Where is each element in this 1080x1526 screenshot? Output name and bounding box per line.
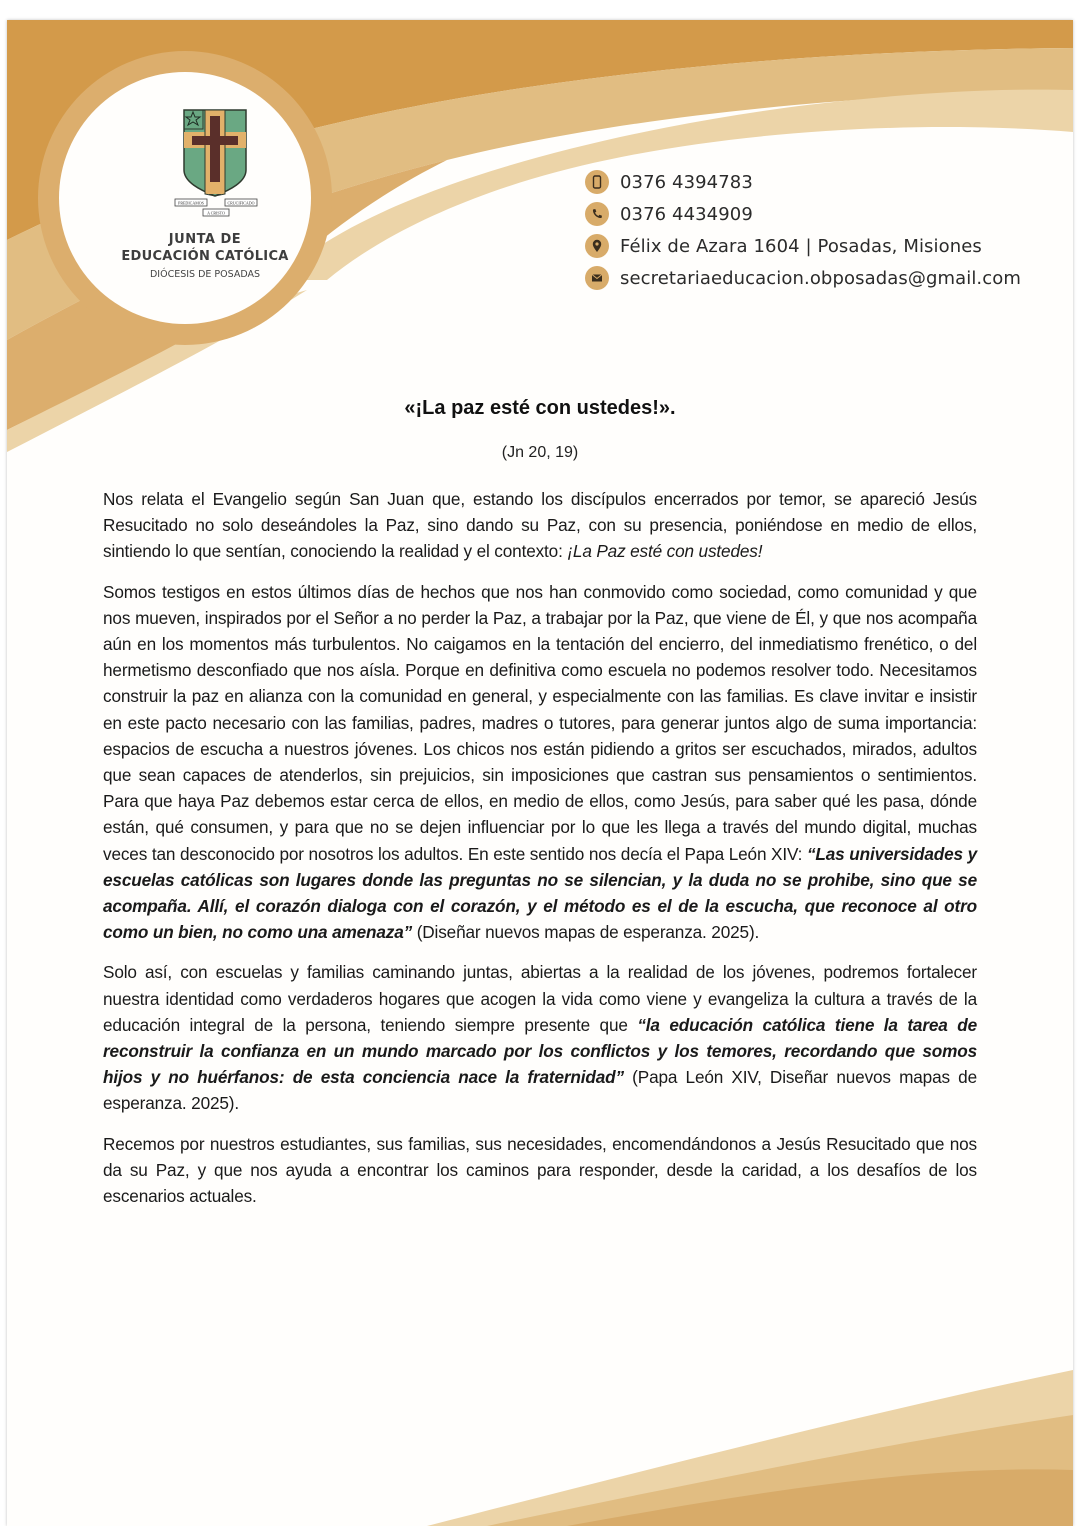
- pope-quote-1-source: (Diseñar nuevos mapas de esperanza. 2025).: [412, 922, 760, 943]
- document-body: [103, 486, 977, 1223]
- contact-address[interactable]: [585, 230, 1021, 262]
- paragraph-3: [103, 959, 977, 1116]
- paragraph-1: [103, 486, 977, 565]
- shield-crest-icon: [182, 108, 248, 208]
- envelope-icon: [585, 266, 609, 290]
- org-name-line1: JUNTA DE: [168, 232, 242, 247]
- email-address: secretariaeducacion.obposadas@gmail.com: [620, 267, 1021, 289]
- letterhead-page: [7, 20, 1073, 1526]
- mobile-phone-icon: [585, 170, 609, 194]
- paragraph-1-italic: ¡La Paz esté con ustedes!: [567, 541, 763, 562]
- scroll-right-text: CRUCIFICADO: [227, 200, 255, 206]
- address: Félix de Azara 1604 | Posadas, Misiones: [620, 235, 982, 257]
- mobile-number: 0376 4394783: [620, 171, 753, 193]
- phone-icon: [585, 202, 609, 226]
- paragraph-2: [103, 579, 977, 946]
- pope-quote-1: “Las universidades y escuelas católicas son lugares donde las preguntas no se silencian, y la duda no se prohibe, sino que se acompaña. Allí, el corazón dialoga con el corazón, y el método es el de la escucha, que reconoce al otro como un bien, no como una amenaza”: [103, 843, 977, 943]
- scroll-bottom-text: A CRISTO: [207, 210, 225, 216]
- contact-info: [585, 166, 1021, 294]
- paragraph-2-text: Somos testigos en estos últimos días de hechos que nos han conmovido como sociedad, como comunidad y que nos mueven, inspirados por el Señor a no perder la Paz, a trabajar por la Paz, que viene de Él, y que nos acompaña aún en los momentos más turbulentos. No caigamos en la tentación del encierro, del inmediatismo frenético, o del hermetismo desconfiado que nos aísla. Porque en definitiva como escuela no podemos resolver todo. Necesitamos construir la paz en alianza con la comunidad en general, y especialmente con las familias. Es clave invitar e insistir en este pacto necesario con las familias, padres, madres o tutores, para generar juntos algo de suma importancia: espacios de escucha a nuestros jóvenes. Los chicos nos están pidiendo a gritos ser escuchados, mirados, adultos que sean capaces de atenderlos, sin prejuicios, sin imposiciones que castran sus pensamientos o sentimientos. Para que haya Paz debemos estar cerca de ellos, en medio de ellos, como Jesús, para saber qué les pasa, dónde están, qué consumen, y para que no se dejen influenciar por lo que les llega a través del mundo digital, muchas veces tan desconocido por nosotros los adultos. En este sentido nos decía el Papa León XIV:: [103, 581, 977, 864]
- institution-logo: [85, 108, 325, 348]
- org-diocese: DIÓCESIS DE POSADAS: [149, 269, 261, 280]
- contact-phone[interactable]: [585, 198, 1021, 230]
- paragraph-1-text: Nos relata el Evangelio según San Juan que, estando los discípulos encerrados por temor, se apareció Jesús Resucitado no solo deseándoles la Paz, sino dando su Paz, con su presencia, poniéndose en medio de ellos, sintiendo lo que sentían, conociendo la realidad y el contexto:: [103, 489, 977, 562]
- pope-quote-2: “la educación católica tiene la tarea de reconstruir la confianza en un mundo marcado por los conflictos y los temores, recordando que somos hijos y no huérfanos: de esta conciencia nace la fraternidad”: [103, 1014, 977, 1088]
- scroll-left-text: PREDICAMOS: [178, 200, 204, 206]
- contact-mobile[interactable]: [585, 166, 1021, 198]
- phone-number: 0376 4434909: [620, 203, 753, 225]
- paragraph-3-text: Solo así, con escuelas y familias caminando juntas, abiertas a la realidad de los jóvenes, podremos fortalecer nuestra identidad como verdaderos hogares que acogen la vida como viene y evangeliza la cultura a través de la educación integral de la persona, teniendo siempre presente que: [103, 962, 977, 1035]
- location-pin-icon: [585, 234, 609, 258]
- bible-citation: (Jn 20, 19): [501, 444, 579, 461]
- pope-quote-2-source: (Papa León XIV, Diseñar nuevos mapas de esperanza. 2025).: [103, 1067, 977, 1114]
- contact-email[interactable]: [585, 262, 1021, 294]
- org-name-line2: EDUCACIÓN CATÓLICA: [121, 249, 289, 264]
- document-title: «¡La paz esté con ustedes!».: [404, 397, 676, 419]
- paragraph-4-text: Recemos por nuestros estudiantes, sus familias, sus necesidades, encomendándonos a Jesús Resucitado que nos da su Paz, y que nos ayuda a encontrar los caminos para responder, desde la caridad, a los desafíos de los escenarios actuales.: [103, 1133, 977, 1207]
- paragraph-4: [103, 1131, 977, 1210]
- motto-scroll: [173, 196, 259, 220]
